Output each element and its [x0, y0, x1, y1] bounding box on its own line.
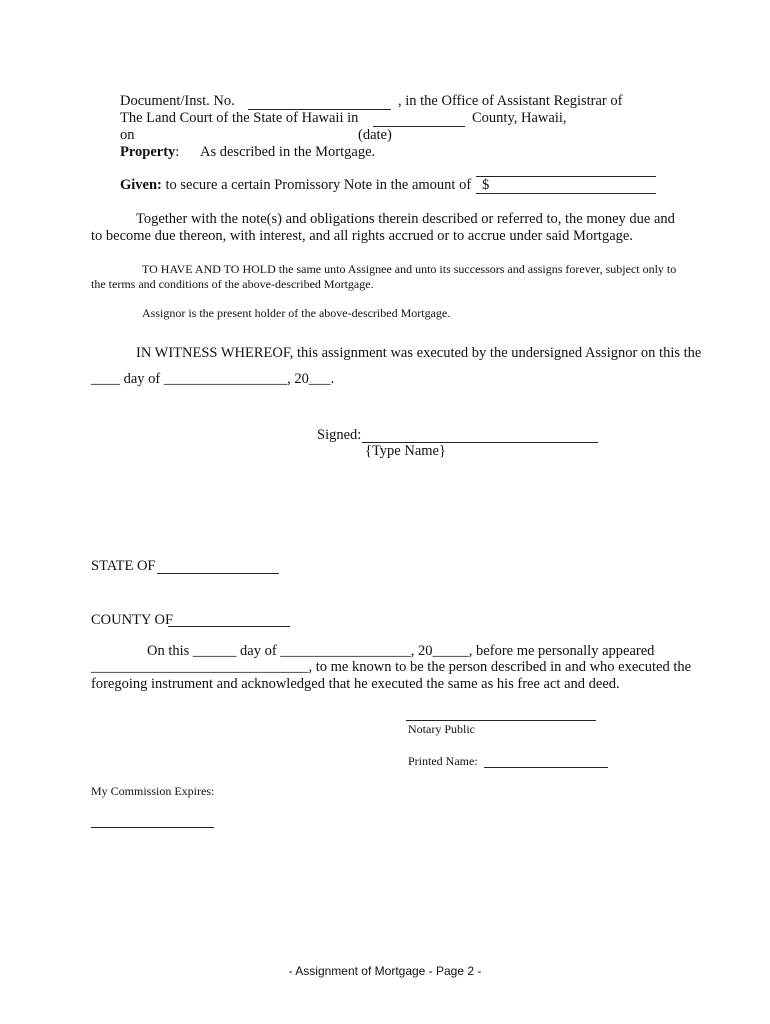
county-of-field[interactable]	[168, 625, 290, 627]
known-line[interactable]: ______________________________, to me known to be the person described in and who executed the	[91, 659, 692, 675]
property-value: As described in the Mortgage.	[200, 144, 376, 160]
state-label: STATE OF	[91, 558, 156, 574]
amount-overline	[476, 175, 656, 177]
office-text: , in the Office of Assistant Registrar of	[398, 93, 623, 109]
foregoing-line: foregoing instrument and acknowledged that he executed the same as his free act and deed.	[91, 676, 620, 692]
property-colon: :	[175, 144, 180, 160]
property-label: Property	[120, 144, 176, 160]
assignor-paragraph: Assignor is the present holder of the above-described Mortgage.	[142, 306, 451, 320]
to-have-paragraph: TO HAVE AND TO HOLD the same unto Assignee and unto its successors and assigns forever, subject only to the terms and conditions of the above-described Mortgage.	[91, 262, 677, 291]
state-field[interactable]	[157, 572, 279, 574]
commission-field[interactable]	[91, 826, 214, 828]
property-label-row	[120, 144, 179, 161]
type-name-label: {Type Name}	[365, 443, 446, 459]
land-court-text: The Land Court of the State of Hawaii in	[120, 110, 359, 126]
on-this-line[interactable]: On this ______ day of __________________, 20_____, before me personally appeared	[147, 643, 655, 659]
on-label: on	[120, 127, 135, 143]
doc-no-label: Document/Inst. No.	[120, 93, 235, 109]
together-paragraph: Together with the note(s) and obligations therein described or referred to, the money due and to become due thereon, with interest, and all rights accrued or to accrue under said Mortgage.	[91, 211, 675, 244]
page-footer: - Assignment of Mortgage - Page 2 -	[288, 964, 482, 978]
county-label: COUNTY OF	[91, 612, 174, 628]
given-row	[120, 177, 471, 194]
day-line[interactable]: ____ day of _________________, 20___.	[91, 371, 335, 387]
notary-public-label: Notary Public	[408, 722, 475, 736]
signed-label: Signed:	[317, 427, 362, 443]
county-text: County, Hawaii,	[472, 110, 567, 126]
printed-name-field[interactable]	[484, 766, 608, 768]
printed-name-label: Printed Name:	[408, 754, 478, 768]
notary-signature-field[interactable]	[406, 719, 596, 721]
commission-label: My Commission Expires:	[91, 784, 215, 798]
given-text: to secure a certain Promissory Note in the amount of	[165, 177, 472, 193]
witness-text: IN WITNESS WHEREOF, this assignment was executed by the undersigned Assignor on this the	[136, 345, 702, 361]
date-label: (date)	[358, 127, 392, 143]
amount-field[interactable]	[476, 192, 656, 194]
dollar-sign: $	[482, 177, 490, 193]
given-label: Given:	[120, 177, 162, 193]
